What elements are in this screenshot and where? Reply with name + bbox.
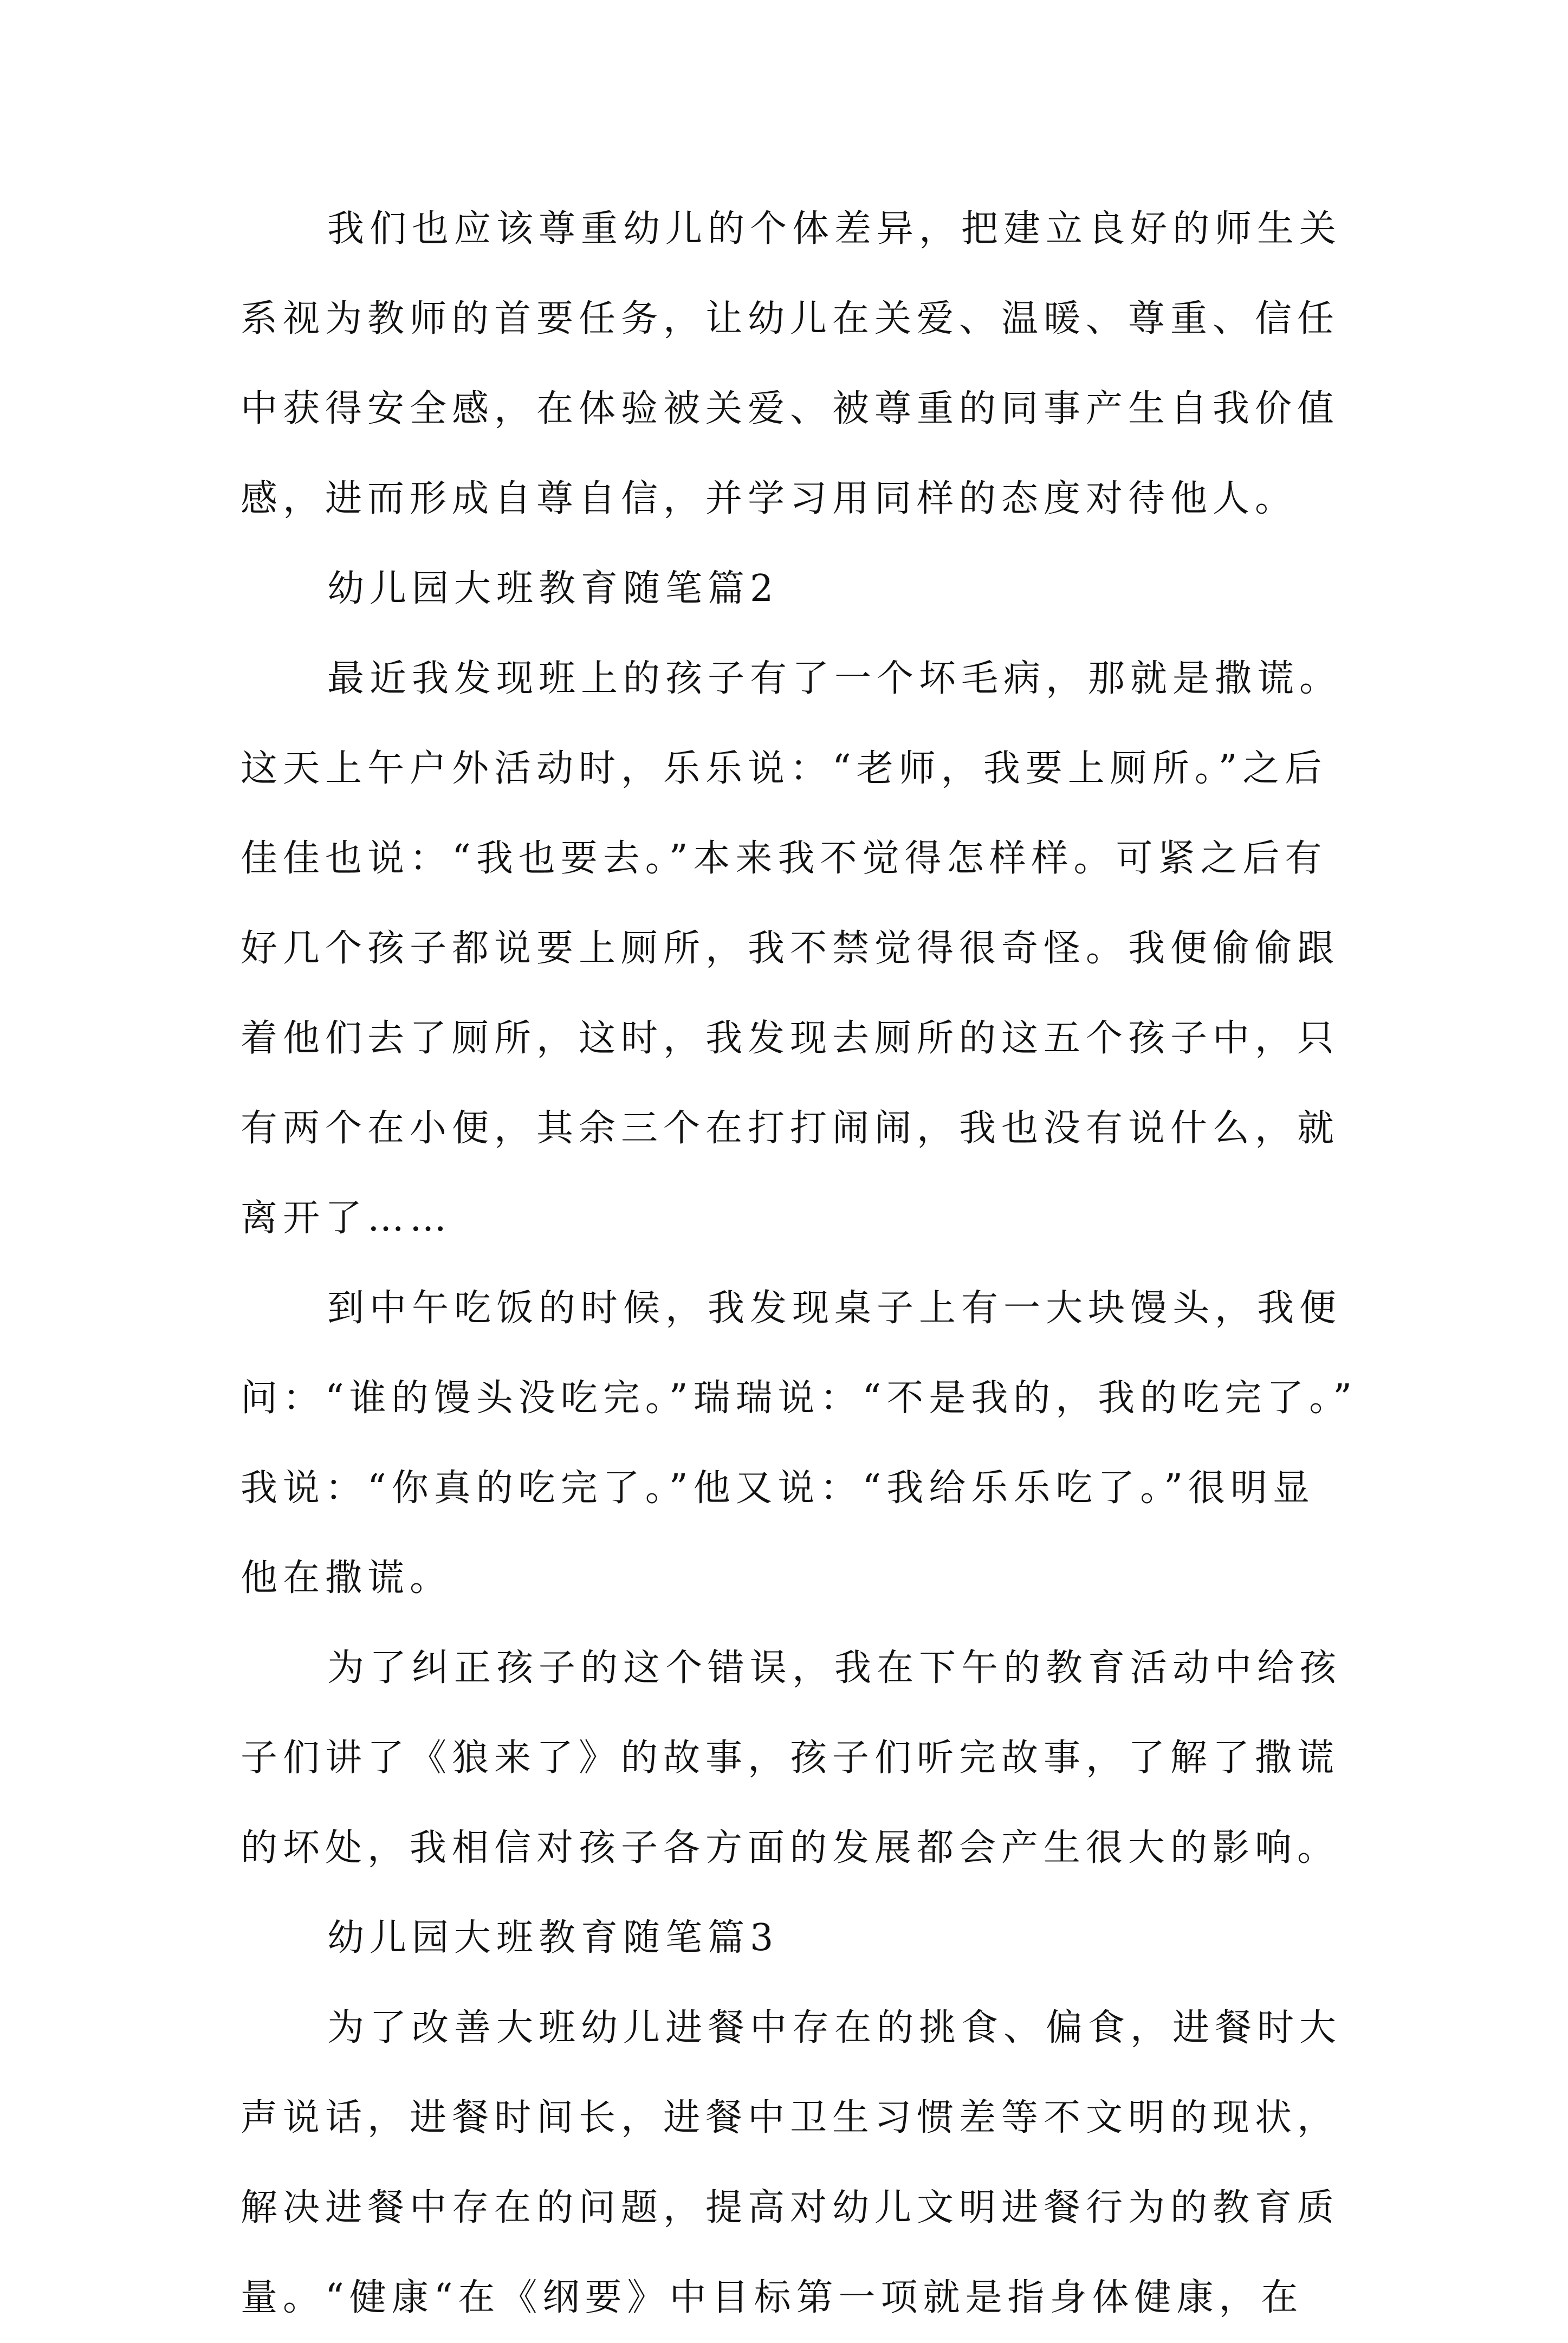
paragraph-line: 佳佳也说：“我也要去。”本来我不觉得怎样样。可紧之后有 — [241, 837, 1327, 880]
paragraph-line: 系视为教师的首要任务，让幼儿在关爱、温暖、尊重、信任 — [241, 297, 1340, 340]
paragraph-line: 感，进而形成自尊自信，并学习用同样的态度对待他人。 — [241, 477, 1298, 520]
paragraph-line: 我们也应该尊重幼儿的个体差异，把建立良好的师生关 — [327, 208, 1342, 250]
section-heading: 幼儿园大班教育随笔篇3 — [327, 1917, 779, 1959]
paragraph-line: 到中午吃饭的时候，我发现桌子上有一大块馒头，我便 — [327, 1287, 1342, 1330]
paragraph-line: 有两个在小便，其余三个在打打闹闹，我也没有说什么，就 — [241, 1107, 1340, 1150]
paragraph-line: 为了纠正孩子的这个错误，我在下午的教育活动中给孩 — [327, 1647, 1342, 1690]
paragraph-line: 着他们去了厕所，这时，我发现去厕所的这五个孩子中，只 — [241, 1017, 1340, 1060]
paragraph-line: 好几个孩子都说要上厕所，我不禁觉得很奇怪。我便偷偷跟 — [241, 927, 1340, 970]
paragraph-line: 离开了…… — [241, 1197, 452, 1240]
paragraph-line: 问：“谁的馒头没吃完。”瑞瑞说：“不是我的，我的吃完了。” — [241, 1377, 1358, 1420]
paragraph-line: 这天上午户外活动时，乐乐说：“老师，我要上厕所。”之后 — [241, 747, 1327, 790]
section-heading: 幼儿园大班教育随笔篇2 — [327, 567, 779, 610]
paragraph-line: 中获得安全感，在体验被关爱、被尊重的同事产生自我价值 — [241, 387, 1340, 430]
paragraph-line: 的坏处，我相信对孩子各方面的发展都会产生很大的影响。 — [241, 1827, 1340, 1869]
paragraph-line: 子们讲了《狼来了》的故事，孩子们听完故事，了解了撒谎 — [241, 1737, 1340, 1779]
body-text — [241, 184, 1358, 2343]
paragraph-line: 为了改善大班幼儿进餐中存在的挑食、偏食，进餐时大 — [327, 2007, 1342, 2049]
paragraph-line: 解决进餐中存在的问题，提高对幼儿文明进餐行为的教育质 — [241, 2186, 1340, 2229]
paragraph-line: 量。“健康“在《纲要》中目标第一项就是指身体健康，在 — [241, 2276, 1304, 2319]
paragraph-line: 声说话，进餐时间长，进餐中卫生习惯差等不文明的现状， — [241, 2096, 1340, 2139]
paragraph-line: 最近我发现班上的孩子有了一个坏毛病，那就是撒谎。 — [327, 657, 1342, 700]
paragraph-line: 我说：“你真的吃完了。”他又说：“我给乐乐吃了。”很明显 — [241, 1467, 1316, 1510]
paragraph-line: 他在撒谎。 — [241, 1557, 452, 1600]
